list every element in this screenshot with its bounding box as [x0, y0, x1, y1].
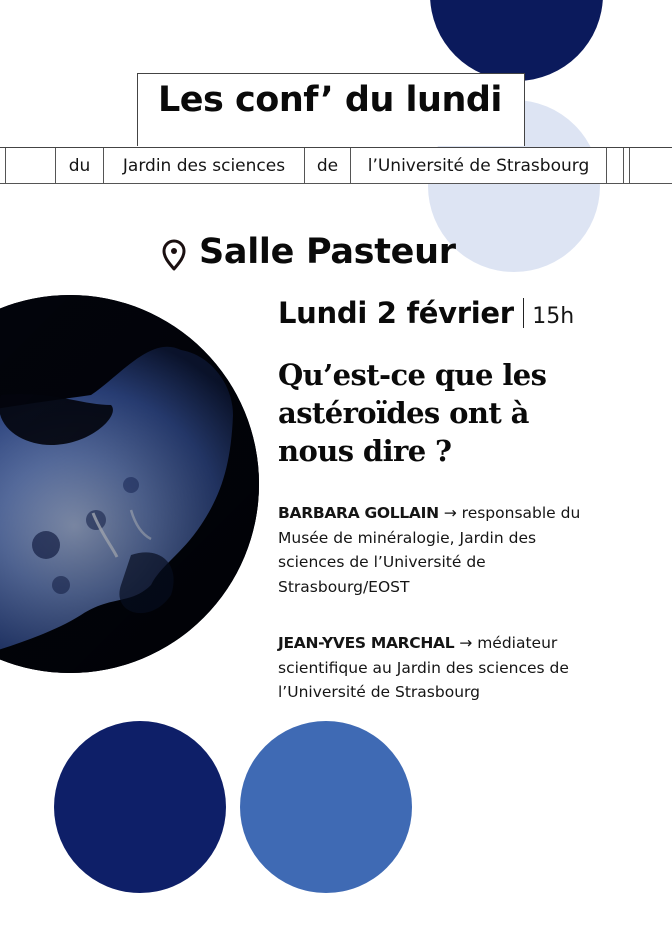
arrow-right-icon: → [459, 634, 473, 652]
speaker-role: responsable du Musée de minéralogie, Jardin des sciences de l’Université de Strasbourg/EOST [278, 504, 581, 596]
title-box [137, 73, 525, 146]
map-pin-icon [161, 239, 187, 271]
arrow-right-icon: → [443, 504, 457, 522]
speaker-name: JEAN-YVES MARCHAL [278, 634, 455, 652]
talk-title: Qu’est-ce que les astéroïdes ont à nous dire ? [278, 358, 547, 468]
speaker-name: BARBARA GOLLAIN [278, 504, 439, 522]
speaker-1 [278, 501, 598, 599]
strip-de: de [305, 148, 350, 183]
venue-name: Salle Pasteur [199, 232, 456, 272]
strip-divider [5, 148, 6, 183]
strip-divider [606, 148, 607, 183]
event-time: 15h [532, 304, 575, 329]
strip-jardin: Jardin des sciences [104, 148, 304, 183]
decorative-circle-navy-top [430, 0, 603, 81]
date-time-separator [523, 298, 525, 328]
strip-universite: l’Université de Strasbourg [351, 148, 606, 183]
strip-divider [629, 148, 630, 183]
speaker-role: médiateur scientifique au Jardin des sciences de l’Université de Strasbourg [278, 634, 569, 701]
event-date: Lundi 2 février [278, 296, 514, 330]
date-time-line [278, 296, 574, 330]
asteroid-image [0, 295, 259, 673]
strip-du: du [56, 148, 103, 183]
header-strip [0, 147, 672, 184]
decorative-circle-navy-bottom [54, 721, 226, 893]
decorative-circle-blue-bottom [240, 721, 412, 893]
strip-divider [623, 148, 624, 183]
speaker-2 [278, 631, 598, 705]
page-title: Les conf’ du lundi [158, 80, 502, 120]
